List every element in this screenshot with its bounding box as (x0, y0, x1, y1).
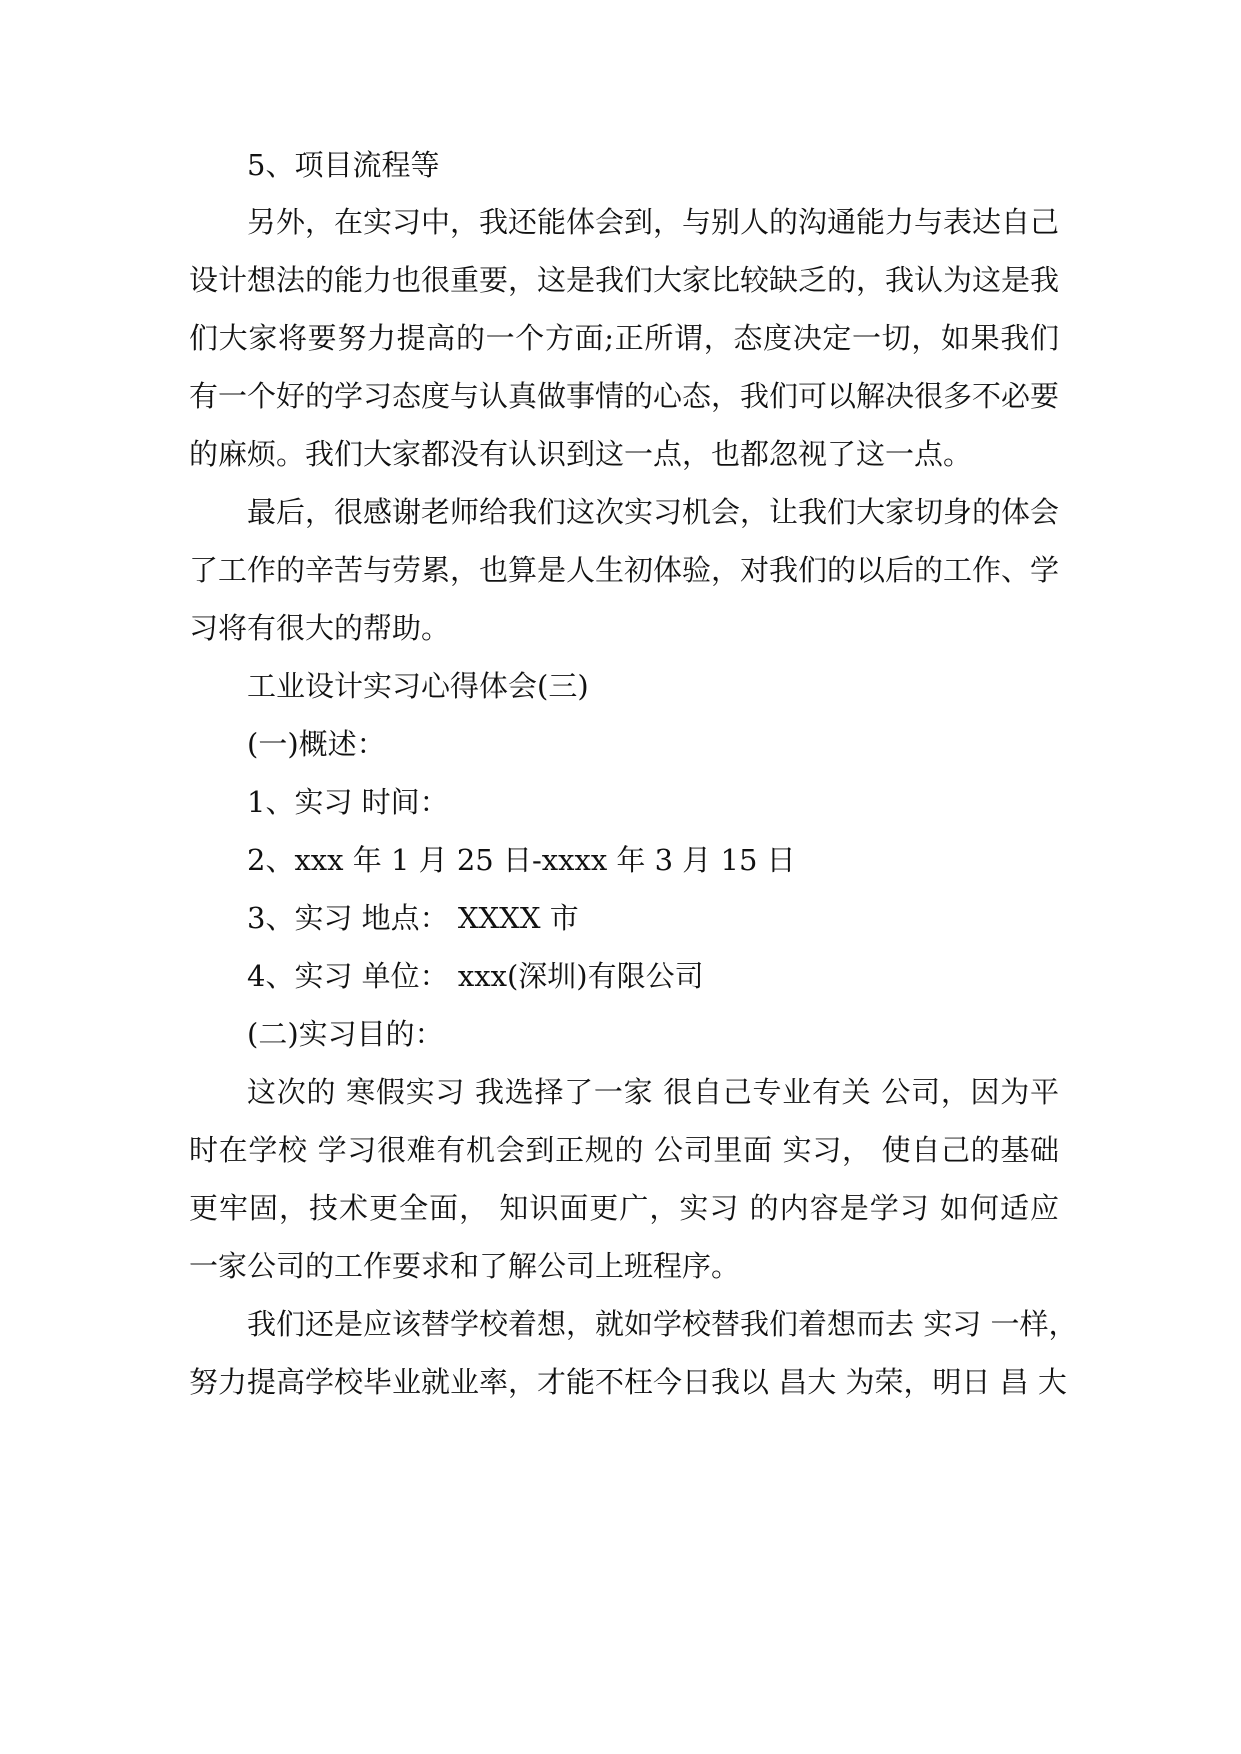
paragraph-line: 们大家将要努力提高的一个方面;正所谓，态度决定一切，如果我们 (189, 321, 1059, 355)
section-title: 工业设计实习心得体会(三) (247, 669, 589, 703)
list-item-time: 1、实习 时间： (247, 785, 449, 819)
list-item-dates: 2、xxx 年 1 月 25 日-xxxx 年 3 月 15 日 (247, 843, 796, 877)
list-item-project-flow: 5、项目流程等 (247, 148, 440, 182)
subsection-overview: (一)概述： (247, 727, 386, 761)
paragraph-line: 努力提高学校毕业就业率，才能不枉今日我以 昌大 为荣，明日 昌 大 (189, 1365, 1067, 1399)
list-item-location: 3、实习 地点： XXXX 市 (247, 901, 579, 935)
subsection-purpose: (二)实习目的： (247, 1017, 444, 1051)
paragraph-line: 更牢固，技术更全面， 知识面更广，实习 的内容是学习 如何适应 (189, 1191, 1059, 1225)
paragraph-line: 时在学校 学习很难有机会到正规的 公司里面 实习， 使自己的基础 (189, 1133, 1059, 1167)
paragraph-line: 设计想法的能力也很重要，这是我们大家比较缺乏的，我认为这是我 (189, 263, 1060, 297)
paragraph-line: 我们还是应该替学校着想，就如学校替我们着想而去 实习 一样， (247, 1307, 1078, 1341)
paragraph-line: 另外，在实习中，我还能体会到，与别人的沟通能力与表达自己 (247, 205, 1060, 239)
paragraph-line: 习将有很大的帮助。 (189, 611, 451, 645)
paragraph-line: 最后，很感谢老师给我们这次实习机会，让我们大家切身的体会 (247, 495, 1060, 529)
paragraph-line: 的麻烦。我们大家都没有认识到这一点，也都忽视了这一点。 (189, 437, 973, 471)
paragraph-line: 这次的 寒假实习 我选择了一家 很自己专业有关 公司，因为平 (247, 1075, 1059, 1109)
list-item-company: 4、实习 单位： xxx(深圳)有限公司 (247, 959, 704, 993)
paragraph-line: 一家公司的工作要求和了解公司上班程序。 (189, 1249, 741, 1283)
paragraph-line: 了工作的辛苦与劳累，也算是人生初体验，对我们的以后的工作、学 (189, 553, 1060, 587)
paragraph-line: 有一个好的学习态度与认真做事情的心态，我们可以解决很多不必要 (189, 379, 1060, 413)
